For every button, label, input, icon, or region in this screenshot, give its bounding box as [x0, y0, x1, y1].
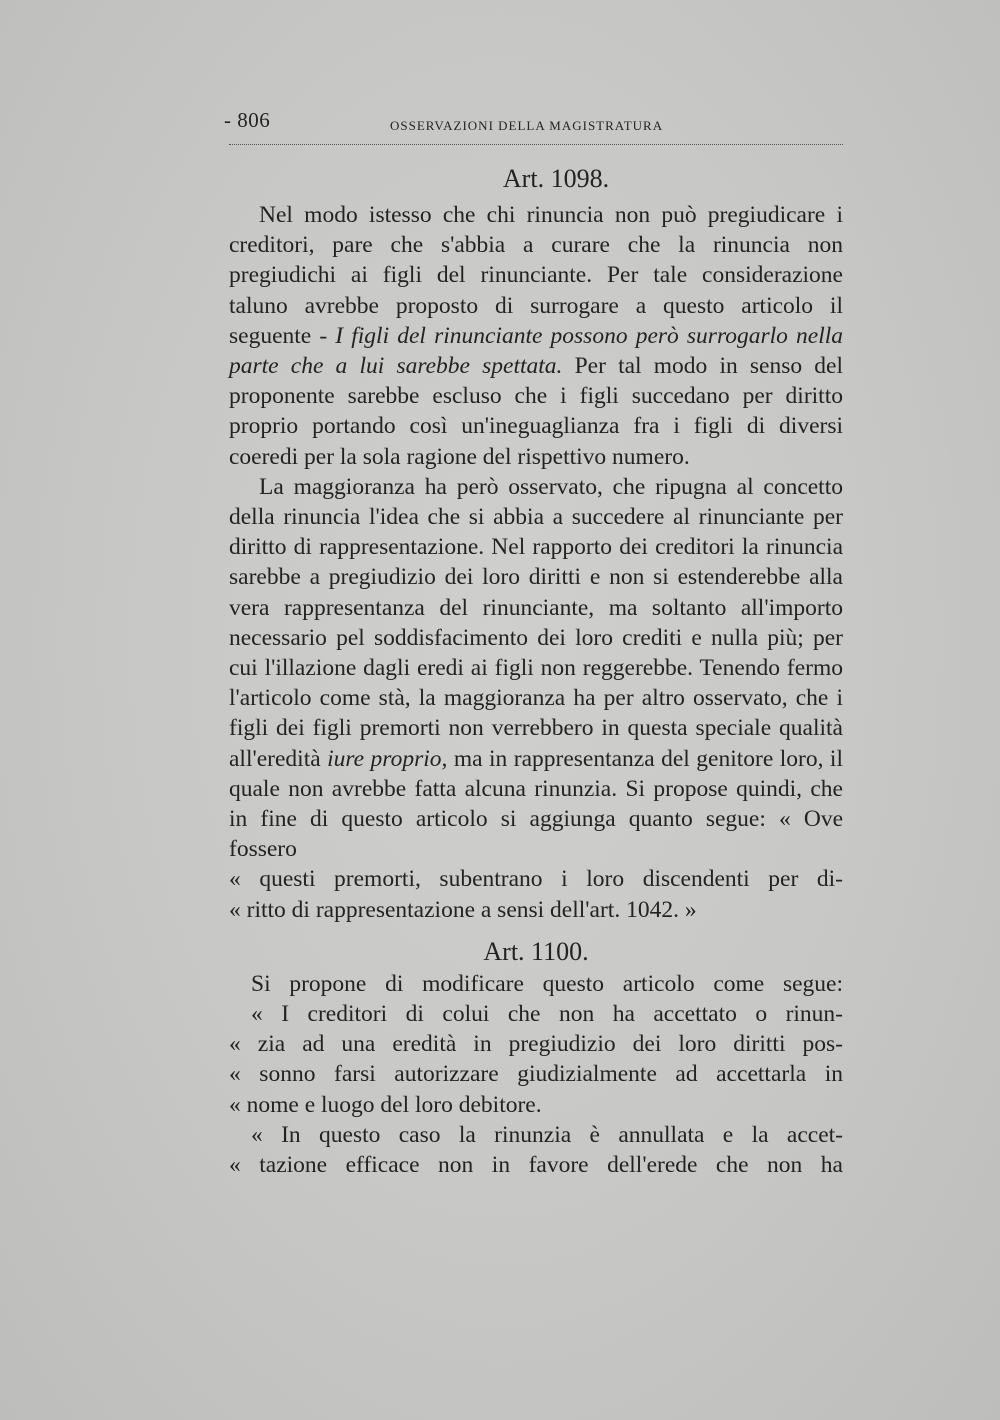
quote-line: « ritto di rappresentazione a sensi dell'art. 1042. »: [229, 896, 697, 923]
paragraph-1098-1: [229, 200, 843, 472]
quote-line: « questi premorti, subentrano i loro discendenti per di-: [229, 866, 843, 893]
quote-line: « In questo caso la rinunzia è annullata e la accet-: [251, 1121, 843, 1148]
page-header: [224, 108, 844, 138]
quote-line: « nome e luogo del loro debitore.: [229, 1091, 542, 1118]
running-title: OSSERVAZIONI DELLA MAGISTRATURA: [390, 118, 664, 133]
italic-quote: I figli del rinunciante possono però surrogarlo nella parte che a lui sarebbe spettata.: [229, 322, 843, 380]
quote-line: « I creditori di colui che non ha accettato o rinun-: [251, 1001, 843, 1028]
paragraph-text: Nel modo istesso che chi rinuncia non può pregiudicare i creditori, pare che s'abbia a curare che la rinuncia non pregiudichi ai figli del rinunciante. Per tale considerazione taluno avrebbe proposto di surrogare a questo articolo il seguente -: [229, 202, 843, 349]
paragraph-text: Per tal modo in senso del proponente sarebbe escluso che i figli succedano per diritto proprio portando così un'ineguaglianza fra i figli di diversi coeredi per la sola ragione del rispettivo numero.: [229, 353, 843, 470]
quote-line: « tazione efficace non in favore dell'erede che non ha: [229, 1152, 843, 1179]
article-heading-1098: Art. 1098.: [502, 164, 610, 193]
page-number: - 806: [224, 108, 271, 132]
italic-phrase: iure proprio,: [327, 745, 448, 772]
header-divider: [229, 144, 843, 145]
quote-line: « zia ad una eredità in pregiudizio dei loro diritti pos-: [229, 1031, 843, 1058]
article-heading-1100: Art. 1100.: [483, 936, 589, 966]
page-body: [229, 158, 843, 1180]
paragraph-text: La maggioranza ha però osservato, che ripugna al concetto della rinuncia l'idea che si abbia a succedere al rinunciante per diritto di rappresentazione. Nel rapporto dei creditori la rinuncia sarebbe a pregiudizio dei loro diritti e non si estenderebbe alla vera rappresentanza del rinunciante, ma soltanto all'importo necessario pel soddisfacimento dei loro crediti e nulla più; per cui l'illazione dagli eredi ai figli non reggerebbe. Tenendo fermo l'articolo come stà, la maggioranza ha per altro osservato, che i figli dei figli premorti non verrebbero in questa speciale qualità all'eredità: [229, 473, 843, 772]
paragraph-1098-2: [229, 472, 843, 865]
quote-line: « sonno farsi autorizzare giudizialmente ad accettarla in: [229, 1061, 843, 1088]
paragraph-text: ma in rappresentanza del genitore loro, il quale non avrebbe fatta alcuna rinunzia. Si propose quindi, che in fine di questo articolo si aggiunga quanto segue: « Ove fossero: [229, 745, 843, 863]
intro-line: Si propone di modificare questo articolo come segue:: [251, 970, 843, 997]
